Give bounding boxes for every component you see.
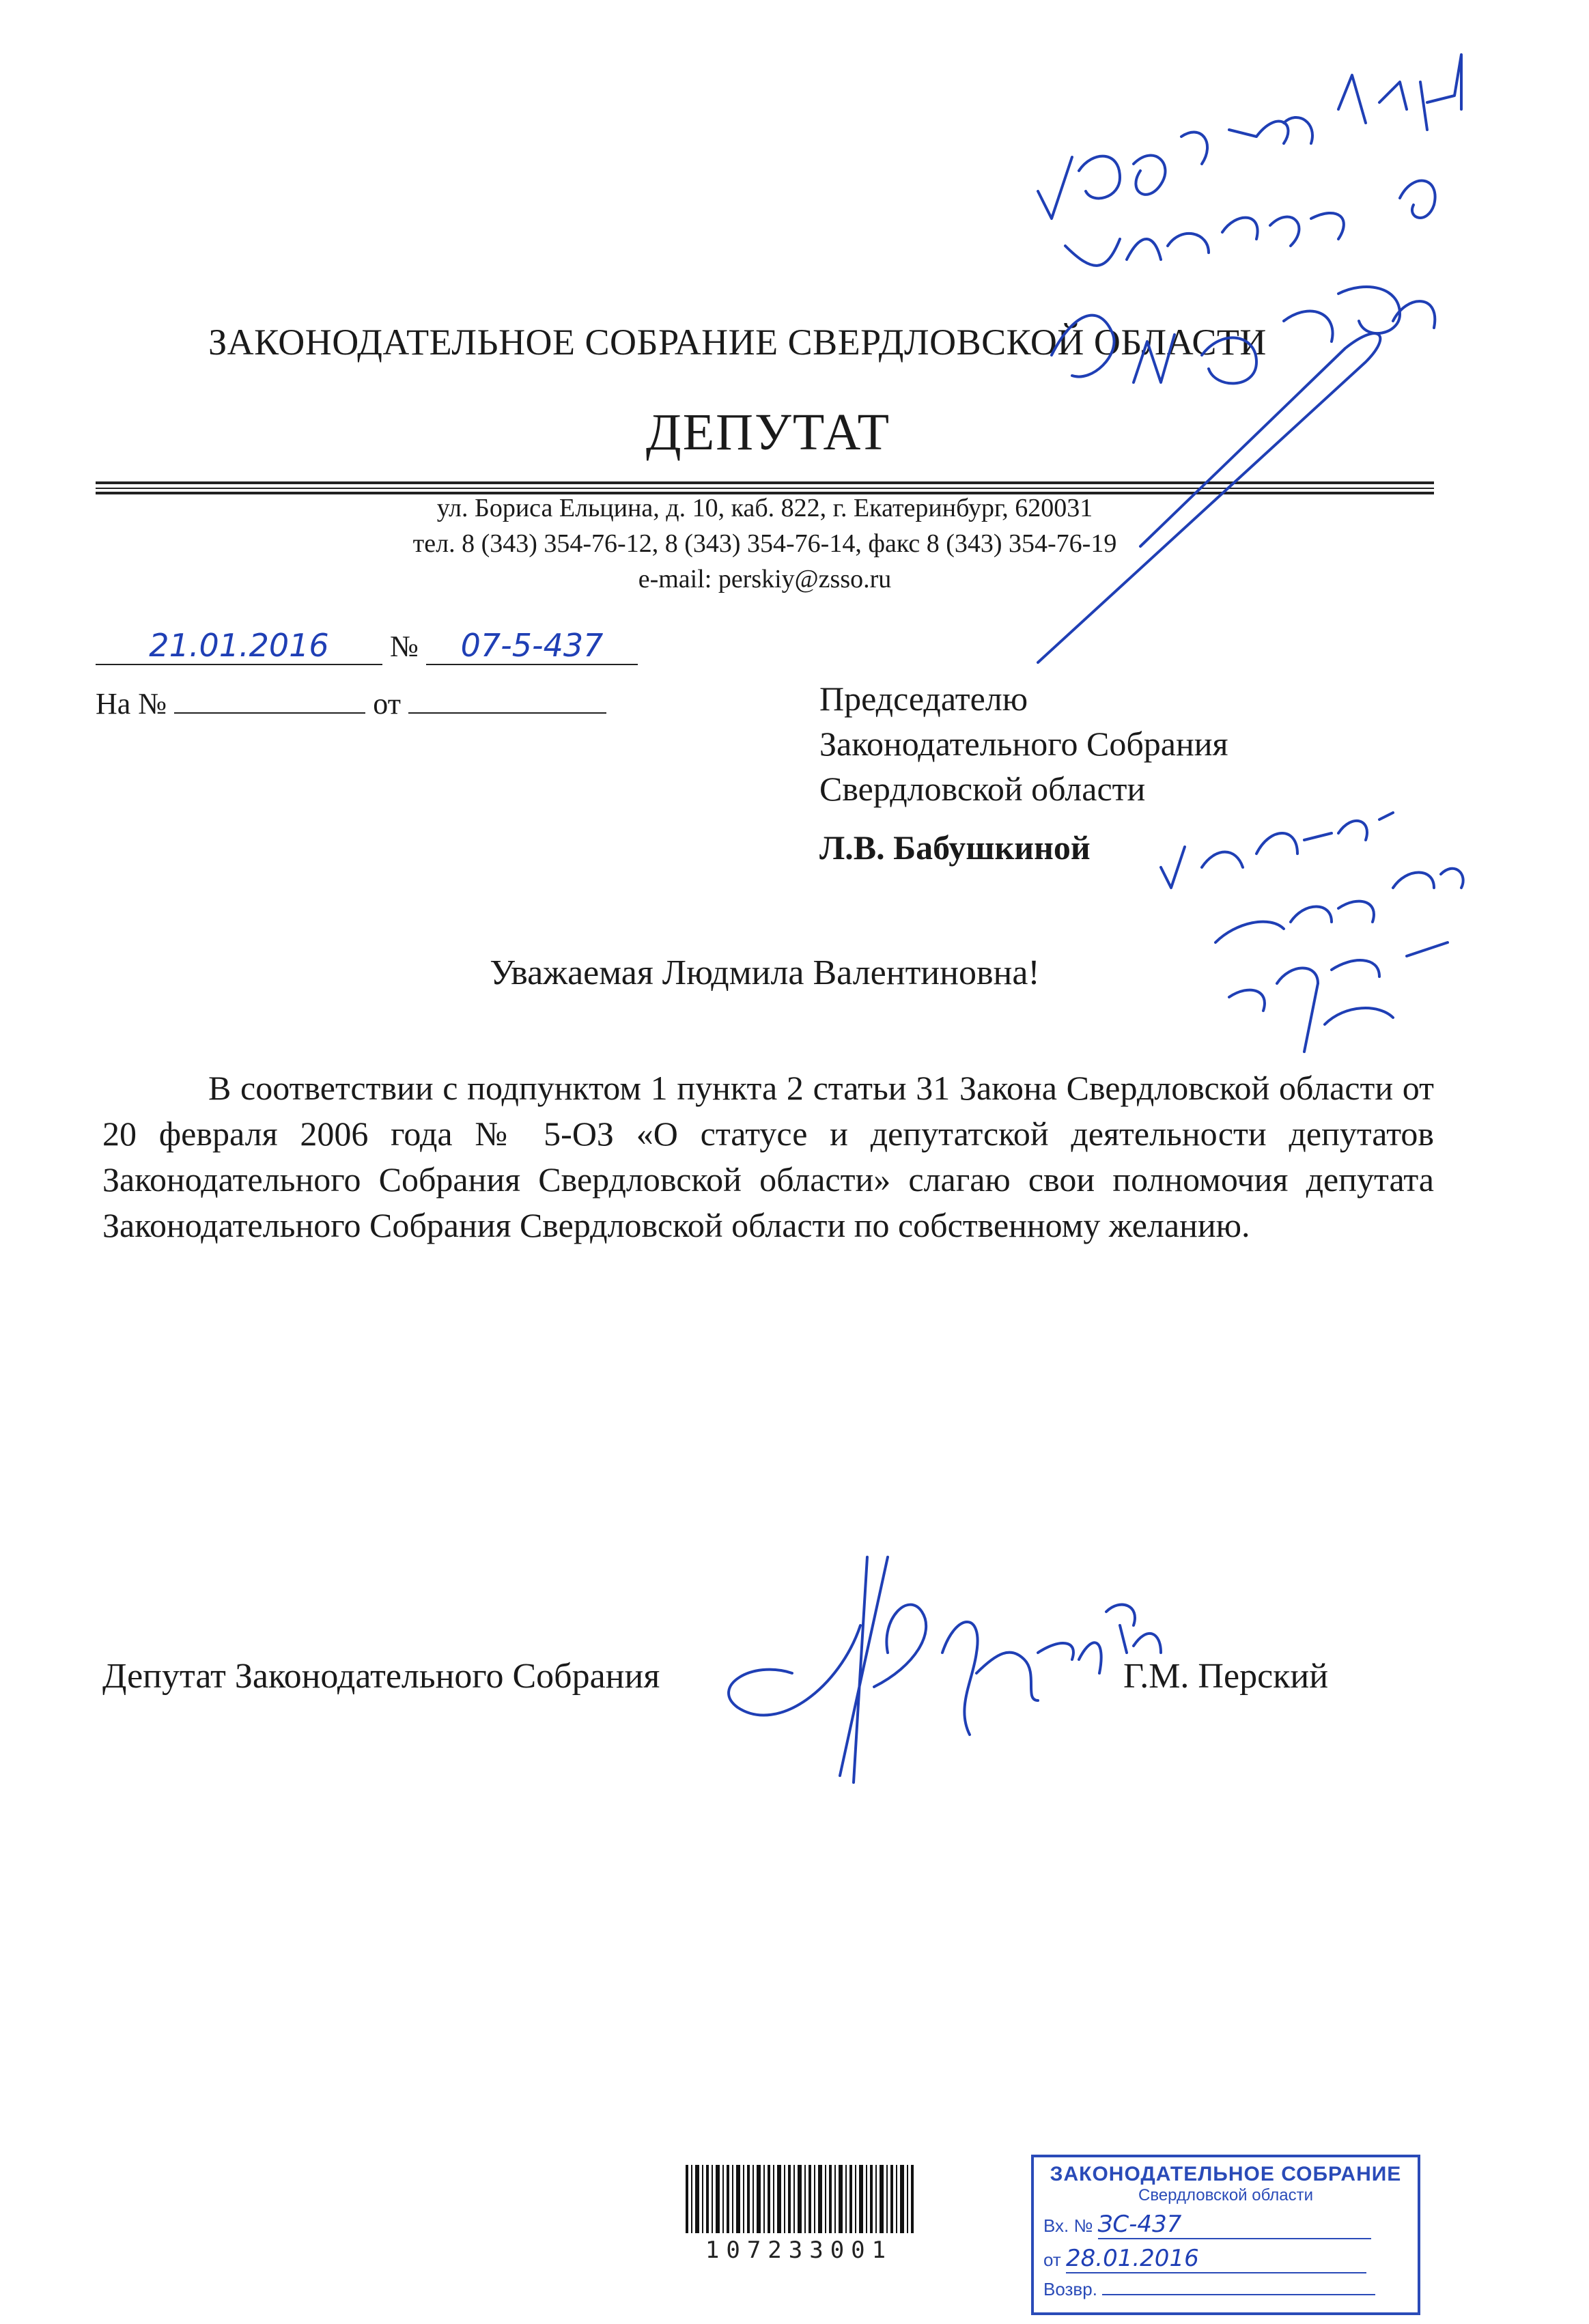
letterhead-email: e-mail: perskiy@zsso.ru [638, 565, 892, 593]
letterhead-title: ДЕПУТАТ [645, 404, 891, 461]
resolution-note-1 [1161, 813, 1393, 888]
barcode [683, 2165, 915, 2233]
barcode-number: 107233001 [705, 2237, 893, 2264]
recipient-line-1: Председателю [819, 680, 1028, 718]
stamp-date: 28.01.2016 [1066, 2245, 1366, 2273]
resolution-scribble-2 [1065, 181, 1435, 266]
resolution-note-2 [1215, 869, 1463, 942]
signature-name: Г.М. Перский [1123, 1657, 1329, 1696]
personal-signature [729, 1557, 1161, 1782]
from-label: от [373, 687, 401, 720]
letter-body: В соответствии с подпунктом 1 пункта 2 статьи 31 Закона Свердловской области от 20 февраля 2006 года № 5-ОЗ «О статусе и депутатской деятельности депутатов Законодательного Собрания Свердловской области» слагаю свои полномочия депутата Законодательного Собрания Свердловской области по собственному желанию. [102, 1069, 1434, 1244]
signature-position: Депутат Законодательного Собрания [102, 1657, 660, 1696]
organization-heading: ЗАКОНОДАТЕЛЬНОЕ СОБРАНИЕ СВЕРДЛОВСКОЙ ОБЛАСТИ [208, 322, 1267, 363]
resolution-note-3 [1229, 942, 1448, 1011]
stamp-title: ЗАКОНОДАТЕЛЬНОЕ СОБРАНИЕ [1050, 2163, 1402, 2185]
stamp-subtitle: Свердловской области [1138, 2186, 1314, 2204]
letterhead-address: ул. Бориса Ельцина, д. 10, каб. 822, г. Екатеринбург, 620031 [436, 494, 1093, 522]
stamp-date-row [1043, 2245, 1408, 2273]
outgoing-number: 07-5-437 [426, 627, 638, 665]
recipient-line-3: Свердловской области [819, 770, 1146, 808]
resolution-note-4 [1304, 983, 1393, 1052]
stamp-in-label: Вх. № [1043, 2215, 1093, 2236]
stamp-return-label: Возвр. [1043, 2279, 1097, 2299]
on-number-label: На № [96, 687, 167, 720]
stamp-in-row [1043, 2211, 1408, 2239]
greeting: Уважаемая Людмила Валентиновна! [490, 953, 1040, 992]
resolution-slash [1038, 333, 1380, 662]
outgoing-date: 21.01.2016 [96, 627, 382, 665]
registration-stamp [1031, 2155, 1420, 2315]
stamp-return-row [1043, 2279, 1408, 2300]
stamp-return-blank [1102, 2294, 1375, 2295]
stamp-in-number: ЗС-437 [1098, 2211, 1371, 2239]
letterhead-phones: тел. 8 (343) 354-76-12, 8 (343) 354-76-14, факс 8 (343) 354-76-19 [412, 529, 1117, 558]
number-label: № [390, 630, 419, 663]
recipient-line-2: Законодательного Собрания [819, 725, 1228, 763]
recipient-name: Л.В. Бабушкиной [819, 828, 1091, 867]
stamp-date-label: от [1043, 2250, 1061, 2270]
resolution-scribble-1 [1038, 55, 1461, 219]
